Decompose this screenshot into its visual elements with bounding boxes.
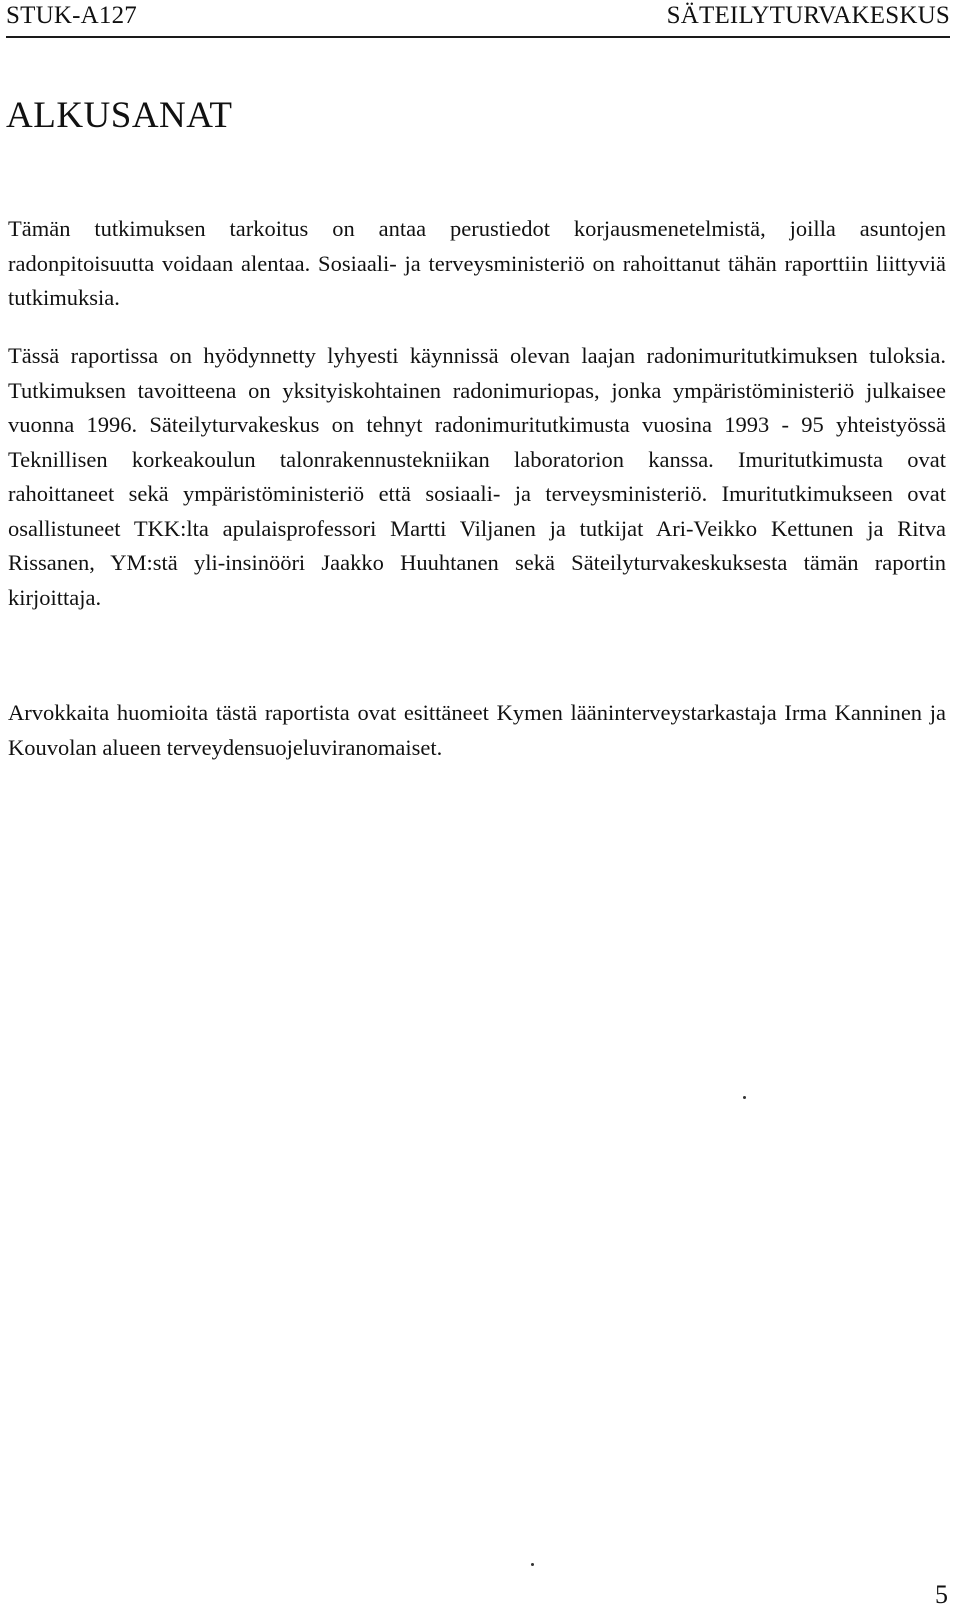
scan-speck [531, 1563, 534, 1566]
paragraph-purpose: Tämän tutkimuksen tarkoitus on antaa perustiedot korjausmenetelmistä, joilla asuntojen radonpitoisuutta voidaan alentaa. Sosiaali- ja terveysministeriö on rahoittanut tähän raporttiin liittyviä tutkimuksia. [8, 216, 946, 310]
section-heading: ALKUSANAT [6, 95, 233, 136]
page-number: 5 [935, 1580, 948, 1609]
header-rule [6, 36, 950, 38]
report-code: STUK-A127 [6, 2, 137, 29]
paragraph-research: Tässä raportissa on hyödynnetty lyhyesti käynnissä olevan laajan radonimuritutkimuksen tuloksia. Tutkimuksen tavoitteena on yksityiskohtainen radonimuriopas, jonka ympäristöministeriö julkaisee vuonna 1996. Säteilyturvakeskus on tehnyt radonimuritutkimusta vuosina 1993 - 95 yhteistyössä Teknillisen korkeakoulun talonrakennustekniikan laboratorion kanssa. Imuritutkimusta ovat rahoittaneet sekä ympäristöministeriö että sosiaali- ja terveysministeriö. Imuritutkimukseen ovat osallistuneet TKK:lta apulaisprofessori Martti Viljanen ja tutkijat Ari-Veikko Kettunen ja Ritva Rissanen, YM:stä yli-insinööri Jaakko Huuhtanen sekä Säteilyturvakeskuksesta tämän raportin kirjoittaja. [8, 343, 946, 610]
scan-speck [743, 1096, 746, 1099]
paragraph-acknowledgements: Arvokkaita huomioita tästä raportista ovat esittäneet Kymen lääninterveystarkastaja Irma Kanninen ja Kouvolan alueen terveydensuojeluviranomaiset. [8, 700, 946, 760]
organization-name: SÄTEILYTURVAKESKUS [666, 2, 950, 29]
running-header [6, 2, 950, 32]
